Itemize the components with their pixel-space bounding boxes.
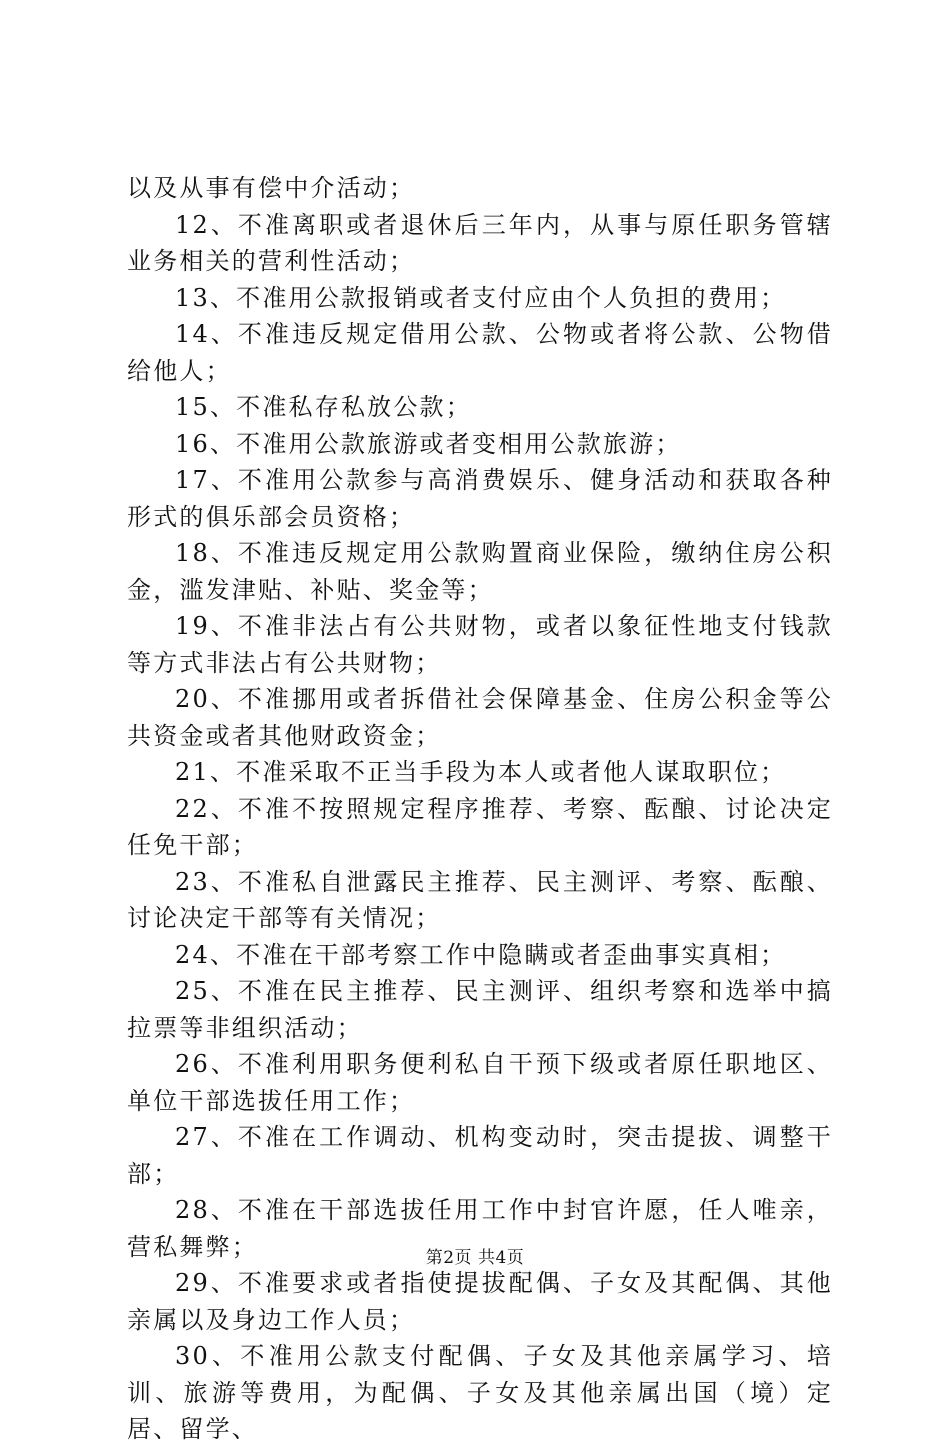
list-item: 23、不准私自泄露民主推荐、民主测评、考察、酝酿、讨论决定干部等有关情况； (127, 867, 833, 932)
list-item: 13、不准用公款报销或者支付应由个人负担的费用； (175, 283, 787, 312)
page-footer (0, 1243, 950, 1268)
list-item: 12、不准离职或者退休后三年内，从事与原任职务管辖业务相关的营利性活动； (127, 210, 833, 275)
list-item: 25、不准在民主推荐、民主测评、组织考察和选举中搞拉票等非组织活动； (127, 977, 833, 1042)
list-item: 28、不准在干部选拔任用工作中封官许愿，任人唯亲，营私舞弊； (127, 1196, 833, 1261)
list-item: 17、不准用公款参与高消费娱乐、健身活动和获取各种形式的俱乐部会员资格； (127, 466, 833, 531)
list-item: 26、不准利用职务便利私自干预下级或者原任职地区、单位干部选拔任用工作； (127, 1050, 833, 1115)
list-item: 18、不准违反规定用公款购置商业保险，缴纳住房公积金，滥发津贴、补贴、奖金等； (127, 539, 833, 604)
list-item: 16、不准用公款旅游或者变相用公款旅游； (175, 429, 682, 458)
list-item: 29、不准要求或者指使提拔配偶、子女及其配偶、其他亲属以及身边工作人员； (127, 1269, 833, 1334)
lead-line: 以及从事有偿中介活动； (127, 174, 416, 202)
list-item: 21、不准采取不正当手段为本人或者他人谋取职位； (175, 758, 787, 786)
list-item: 27、不准在工作调动、机构变动时，突击提拔、调整干部； (127, 1123, 833, 1188)
list-item: 14、不准违反规定借用公款、公物或者将公款、公物借给他人； (127, 320, 833, 385)
list-item: 20、不准挪用或者拆借社会保障基金、住房公积金等公共资金或者其他财政资金； (127, 685, 833, 750)
list-item: 19、不准非法占有公共财物，或者以象征性地支付钱款等方式非法占有公共财物； (127, 612, 833, 677)
list-item: 15、不准私存私放公款； (175, 393, 472, 421)
page-number: 第2页 共4页 (425, 1248, 525, 1268)
list-item: 30、不准用公款支付配偶、子女及其他亲属学习、培训、旅游等费用，为配偶、子女及其他亲属出国（境）定居、留学、 (127, 1342, 833, 1443)
list-item: 24、不准在干部考察工作中隐瞒或者歪曲事实真相； (175, 940, 787, 969)
list-item: 22、不准不按照规定程序推荐、考察、酝酿、讨论决定任免干部； (127, 794, 833, 859)
